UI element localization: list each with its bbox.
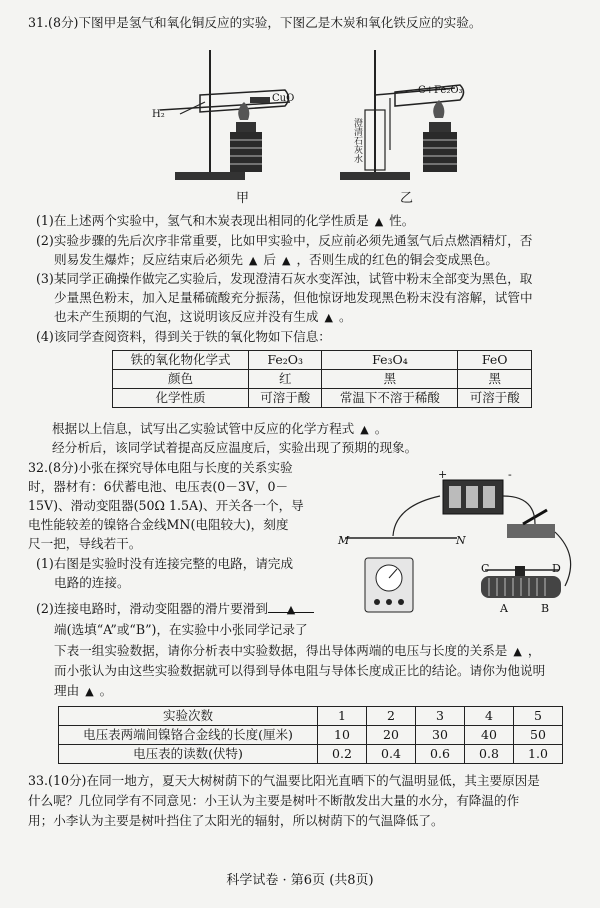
q31-conclusion: 经分析后，该同学试着提高反应温度后，实验出现了预期的现象。 <box>52 440 418 455</box>
tube-label: C+Fe₂O₃ <box>418 85 463 96</box>
table-row: 颜色 红 黑 黑 <box>113 370 532 389</box>
h2-label: H₂ <box>152 109 165 120</box>
q32-sub2-line4: 而小张认为由这些实验数据就可以得到导体电阻与导体长度成正比的结论。请你为他说明 <box>54 663 546 678</box>
page-footer: 科学试卷 · 第6页 (共8页) <box>226 873 374 888</box>
iron-oxide-table <box>112 350 532 408</box>
q31-equation-prompt: 根据以上信息，试写出乙实验试管中反应的化学方程式 ▲ 。 <box>52 420 598 440</box>
q32-line2: 时，器材有：6伏蓄电池、电压表(0－3V，0－ <box>28 479 289 494</box>
q31-sub3-line3: 也未产生预期的气泡，这说明该反应并没有生成 ▲ 。 <box>54 308 582 328</box>
answer-marker: ▲ <box>281 254 291 267</box>
figure-b-label: 乙 <box>400 191 414 206</box>
q31-sub1: (1)在上述两个实验中，氢气和木炭表现出相同的化学性质是 ▲ 性。 <box>36 212 582 232</box>
answer-marker: ▲ <box>513 645 522 658</box>
answer-marker: ▲ <box>360 423 369 436</box>
cuo-label: CuO <box>272 93 295 104</box>
q31-sub4: (4)该同学查阅资料，得到关于铁的氧化物如下信息： <box>36 329 331 344</box>
q31-sub3-line1: (3)某同学正确操作做完乙实验后，发现澄清石灰水变浑浊，试管中粉末全部变为黑色，取 <box>36 271 533 286</box>
beaker-label: 澄清石灰水 <box>352 118 362 163</box>
table-row: 实验次数 1 2 3 4 5 <box>59 707 563 726</box>
q32-line3: 15V)、滑动变阻器(50Ω 1.5A)、开关各一个，导 <box>28 498 304 513</box>
circuit-label-minus: - <box>508 468 512 481</box>
q31-sub2-line2: 则易发生爆炸；反应结束后必须先 ▲ 后 ▲ ，否则生成的红色的铜会变成黑色。 <box>54 251 582 271</box>
figure-a-label: 甲 <box>236 191 250 206</box>
q32-sub1-line1: (1)右图是实验时没有连接完整的电路，请完成 <box>36 556 294 571</box>
circuit-label-m: M <box>338 534 350 547</box>
figure-carbon-iron-oxide <box>335 40 485 190</box>
q32-sub1-line2: 电路的连接。 <box>54 575 130 590</box>
q33-line1: 33.(10分)在同一地方，夏天大树树荫下的气温要比阳光直晒下的气温明显低，其主要原因是 <box>28 773 540 788</box>
voltage-data-table <box>58 706 563 764</box>
q32-line1: 32.(8分)小张在探究导体电阻与长度的关系实验 <box>28 460 293 475</box>
q33-line3: 用；小李认为主要是树叶挡住了太阳光的辐射，所以树荫下的气温降低了。 <box>28 813 444 828</box>
q32-sub2-line5: 理由 ▲ 。 <box>54 682 600 702</box>
answer-blank: ▲ <box>268 600 314 613</box>
table-row: 铁的氧化物化学式 Fe₂O₃ Fe₃O₄ FeO <box>113 351 532 370</box>
circuit-label-plus: + <box>438 468 448 481</box>
table-row: 化学性质 可溶于酸 常温下不溶于稀酸 可溶于酸 <box>113 389 532 408</box>
answer-marker: ▲ <box>374 215 384 228</box>
answer-marker: ▲ <box>324 311 333 324</box>
q32-sub2-line3: 下表一组实验数据，请你分析表中实验数据，得出导体两端的电压与长度的关系是 ▲ ， <box>54 642 600 662</box>
table-row: 电压表两端间镍铬合金线的长度(厘米) 10 20 30 40 50 <box>59 726 563 745</box>
circuit-label-n: N <box>456 534 466 547</box>
answer-marker: ▲ <box>248 254 258 267</box>
q32-line5: 尺一把，导线若干。 <box>28 536 142 551</box>
circuit-label-b: B <box>541 602 550 615</box>
answer-marker: ▲ <box>85 685 94 698</box>
q31-intro: 31.(8分)下图甲是氢气和氧化铜反应的实验，下图乙是木炭和氧化铁反应的实验。 <box>28 15 482 30</box>
circuit-label-c: C <box>481 562 490 575</box>
q32-sub2-line1: (2)连接电路时，滑动变阻器的滑片要滑到 ▲ <box>36 600 336 619</box>
q32-sub2-line2: 端(选填“A”或“B”)，在实验中小张同学记录了 <box>54 622 308 637</box>
q31-sub2-line1: (2)实验步骤的先后次序非常重要，比如甲实验中，反应前必须先通氢气后点燃酒精灯，否 <box>36 233 533 248</box>
q32-line4: 电性能较差的镍铬合金线MN(电阻较大)，刻度 <box>28 517 289 532</box>
circuit-label-d: D <box>552 562 561 575</box>
q31-sub3-line2: 少量黑色粉末，加入足量稀硫酸充分振荡，但他惊讶地发现黑色粉末没有溶解，试管中 <box>54 290 533 305</box>
figure-hydrogen-copper-oxide <box>140 40 310 190</box>
q33-line2: 什么呢？几位同学有不同意见：小王认为主要是树叶不断散发出大量的水分，有降温的作 <box>28 793 520 808</box>
circuit-label-a: A <box>500 602 508 615</box>
table-row: 电压表的读数(伏特) 0.2 0.4 0.6 0.8 1.0 <box>59 745 563 764</box>
